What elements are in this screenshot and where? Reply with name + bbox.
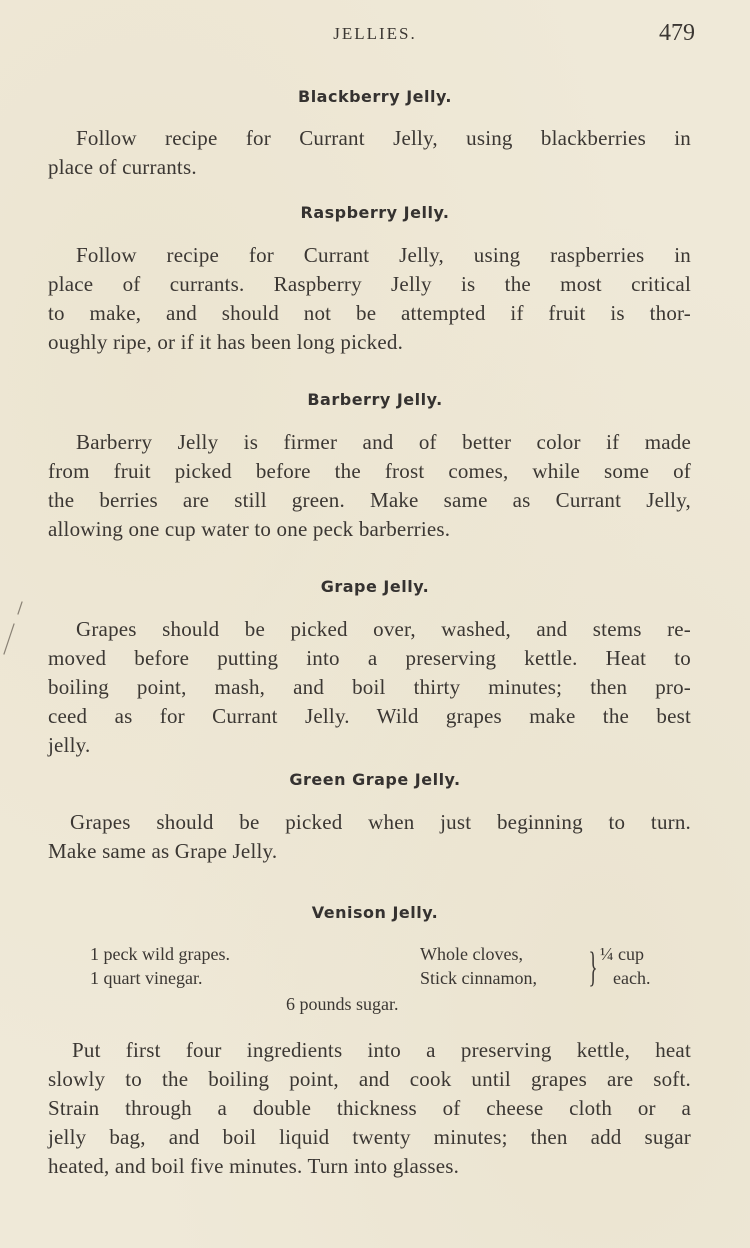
- paragraph-line: Grapes should be picked over, washed, and stems re-: [76, 617, 691, 641]
- ingredient-measure: each.: [613, 968, 651, 988]
- paragraph-line: to make, and should not be attempted if fruit is thor-: [48, 301, 691, 325]
- paragraph-line: Grapes should be picked when just beginning to turn.: [70, 810, 691, 834]
- paragraph-venison-jelly: [48, 1036, 691, 1181]
- ingredient-measure: ¼ cup: [600, 944, 644, 964]
- paragraph-line: Follow recipe for Currant Jelly, using raspberries in: [76, 243, 691, 267]
- section-heading-barberry-jelly: Barberry Jelly.: [307, 390, 443, 409]
- paragraph-line: moved before putting into a preserving kettle. Heat to: [48, 646, 691, 670]
- section-heading-blackberry-jelly: Blackberry Jelly.: [298, 87, 452, 106]
- ingredient-item: Whole cloves,: [420, 944, 523, 964]
- brace-symbol: }: [588, 945, 598, 991]
- paragraph-line: from fruit picked before the frost comes, while some of: [48, 459, 691, 483]
- paragraph-line: allowing one cup water to one peck barberries.: [48, 517, 451, 541]
- ingredient-item: 6 pounds sugar.: [286, 994, 399, 1014]
- paragraph-line: jelly.: [48, 733, 91, 757]
- paragraph-line: place of currants.: [48, 155, 197, 179]
- paragraph-line: heated, and boil five minutes. Turn into glasses.: [48, 1154, 460, 1178]
- running-head: [0, 20, 750, 50]
- paragraph-line: oughly ripe, or if it has been long picked.: [48, 330, 404, 354]
- paragraph-line: jelly bag, and boil liquid twenty minutes; then add sugar: [48, 1125, 691, 1149]
- ingredient-item: 1 peck wild grapes.: [90, 944, 230, 964]
- paragraph-line: boiling point, mash, and boil thirty minutes; then pro-: [48, 675, 691, 699]
- paragraph-line: slowly to the boiling point, and cook until grapes are soft.: [48, 1067, 691, 1091]
- ingredient-item: Stick cinnamon,: [420, 968, 537, 988]
- paragraph-line: the berries are still green. Make same as Currant Jelly,: [48, 488, 691, 512]
- paragraph-line: place of currants. Raspberry Jelly is the most critical: [48, 272, 691, 296]
- paragraph-line: Put first four ingredients into a preserving kettle, heat: [72, 1038, 691, 1062]
- section-heading-grape-jelly: Grape Jelly.: [320, 577, 430, 596]
- paragraph-line: Follow recipe for Currant Jelly, using blackberries in: [76, 126, 691, 150]
- section-heading-green-grape-jelly: Green Grape Jelly.: [289, 770, 461, 789]
- paragraph-line: Strain through a double thickness of cheese cloth or a: [48, 1096, 691, 1120]
- running-head-title: JELLIES.: [333, 24, 417, 43]
- page-number: 479: [659, 20, 695, 46]
- ingredient-item: 1 quart vinegar.: [90, 968, 203, 988]
- pencil-mark: [0, 600, 30, 660]
- paragraph-green-grape-jelly: [48, 808, 691, 866]
- paragraph-raspberry-jelly: [48, 241, 691, 357]
- section-heading-venison-jelly: Venison Jelly.: [311, 903, 439, 922]
- paragraph-barberry-jelly: [48, 428, 691, 544]
- paragraph-line: Barberry Jelly is firmer and of better color if made: [76, 430, 691, 454]
- paragraph-grape-jelly: [48, 615, 691, 760]
- paragraph-blackberry-jelly: [48, 124, 691, 182]
- paragraph-line: ceed as for Currant Jelly. Wild grapes make the best: [48, 704, 691, 728]
- paragraph-line: Make same as Grape Jelly.: [48, 839, 278, 863]
- section-heading-raspberry-jelly: Raspberry Jelly.: [300, 203, 450, 222]
